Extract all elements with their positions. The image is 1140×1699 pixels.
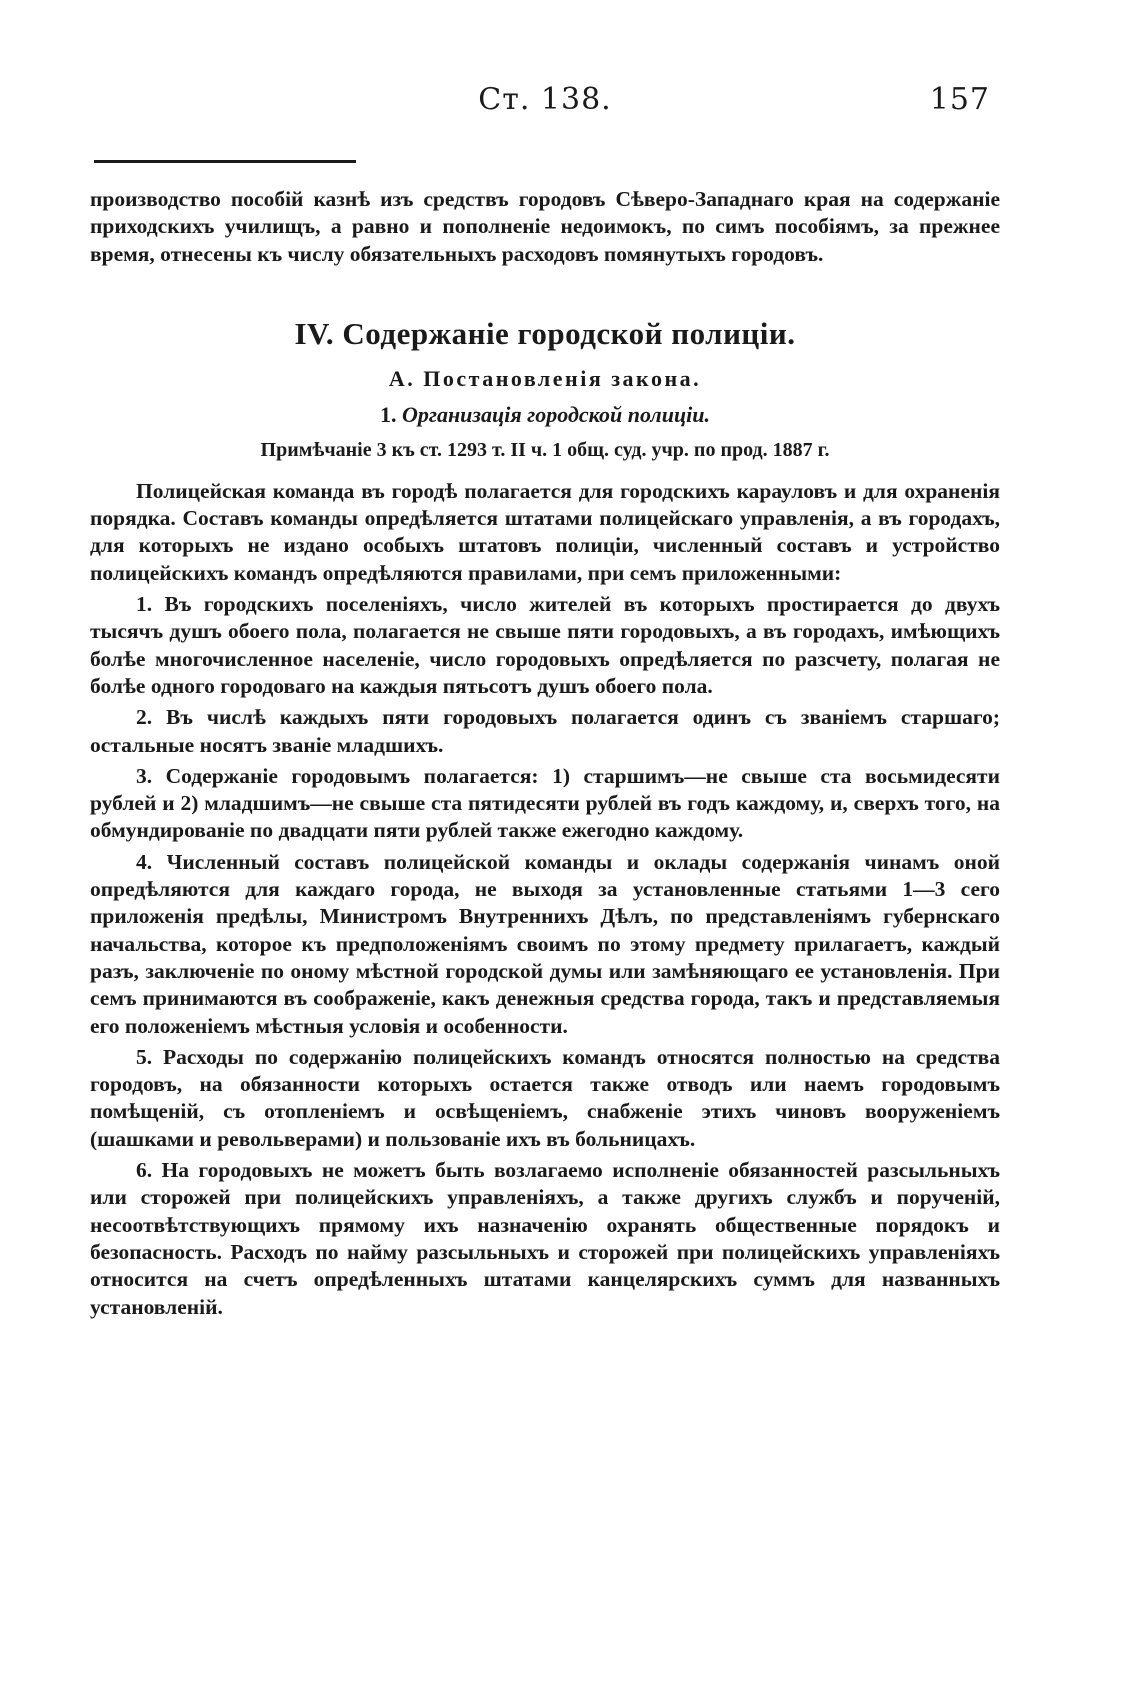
- intro-paragraph: производство пособій казнѣ изъ средствъ городовъ Сѣверо-Западнаго края на содержаніе приходскихъ училищъ, а равно и пополненіе недоимокъ, по симъ пособіямъ, за прежнее время, отнесены къ числу обязательныхъ расходовъ помянутыхъ городовъ.: [90, 187, 1000, 266]
- header-divider-rule: [94, 160, 356, 163]
- paragraph-main: Полицейская команда въ городѣ полагается для городскихъ карауловъ и для охраненія порядка. Составъ команды опредѣляется штатами полицейскаго управленія, а въ городахъ, для которыхъ не издано особыхъ штатовъ полиціи, численный составъ и устройство полицейскихъ командъ опредѣляются правилами, при семъ приложенными:: [90, 478, 1000, 585]
- section-subheading: А. Постановленія закона.: [388, 365, 702, 391]
- document-page: [90, 0, 1000, 1699]
- subsection-title: Организація городской полиціи.: [401, 401, 711, 427]
- section-title: IV. Содержаніе городской полиціи.: [294, 315, 796, 351]
- header-article-title: Ст. 138.: [478, 82, 612, 117]
- subsection-number: 1.: [379, 401, 397, 427]
- page-number: 157: [929, 82, 990, 117]
- paragraph-item-4: 4. Численный составъ полицейской команды и оклады содержанія чинамъ оной опредѣляются для каждаго города, не выходя за установленные статьями 1—3 сего приложенія предѣлы, Министромъ Внутреннихъ Дѣлъ, по представленіямъ губернскаго начальства, которое къ предположеніямъ своимъ по этому предмету прилагаетъ, каждый разъ, заключеніе по оному мѣстной городской думы или замѣняющаго ее установленія. При семъ принимаются въ соображеніе, какъ денежныя средства города, такъ и представляемыя его положеніемъ мѣстныя условія и особенности.: [90, 849, 1000, 1038]
- subsection-heading: [90, 401, 1000, 429]
- paragraph-item-3: 3. Содержаніе городовымъ полагается: 1) старшимъ—не свыше ста восьмидесяти рублей и 2) младшимъ—не свыше ста пятидесяти рублей въ годъ каждому, и, сверхъ того, на обмундированіе по двадцати пяти рублей также ежегодно каждому.: [90, 763, 1000, 843]
- paragraph-item-5: 5. Расходы по содержанію полицейскихъ командъ относятся полностью на средства городовъ, на обязанности которыхъ остается также отводъ или наемъ городовымъ помѣщеній, съ отопленіемъ и освѣщеніемъ, снабженіе этихъ чиновъ вооруженіемъ (шашками и револьверами) и пользованіе ихъ въ больницахъ.: [90, 1044, 1000, 1151]
- paragraph-item-1: 1. Въ городскихъ поселеніяхъ, число жителей въ которыхъ простирается до двухъ тысячъ душъ обоего пола, полагается не свыше пяти городовыхъ, а въ городахъ, имѣющихъ болѣе многочисленное населеніе, число городовыхъ опредѣляется по разсчету, полагая не болѣе одного городоваго на каждыя пятьсотъ душъ обоего пола.: [90, 592, 1000, 698]
- paragraph-item-2: 2. Въ числѣ каждыхъ пяти городовыхъ полагается одинъ съ званіемъ старшаго; остальные носятъ званіе младшихъ.: [90, 705, 1000, 757]
- note-reference: Примѣчаніе 3 къ ст. 1293 т. II ч. 1 общ. суд. учр. по прод. 1887 г.: [260, 438, 830, 461]
- document-body: [90, 186, 1000, 1321]
- running-header: [90, 82, 1000, 122]
- paragraph-item-6: 6. На городовыхъ не можетъ быть возлагаемо исполненіе обязанностей разсыльныхъ или сторожей при полицейскихъ управленіяхъ, а также другихъ службъ и порученій, несоотвѣтствующихъ прямому ихъ назначенію охранять общественные порядокъ и безопасность. Расходъ по найму разсыльныхъ и сторожей при полицейскихъ управленіяхъ относится на счетъ опредѣленныхъ штатами канцелярскихъ суммъ для названныхъ установленій.: [90, 1158, 1000, 1319]
